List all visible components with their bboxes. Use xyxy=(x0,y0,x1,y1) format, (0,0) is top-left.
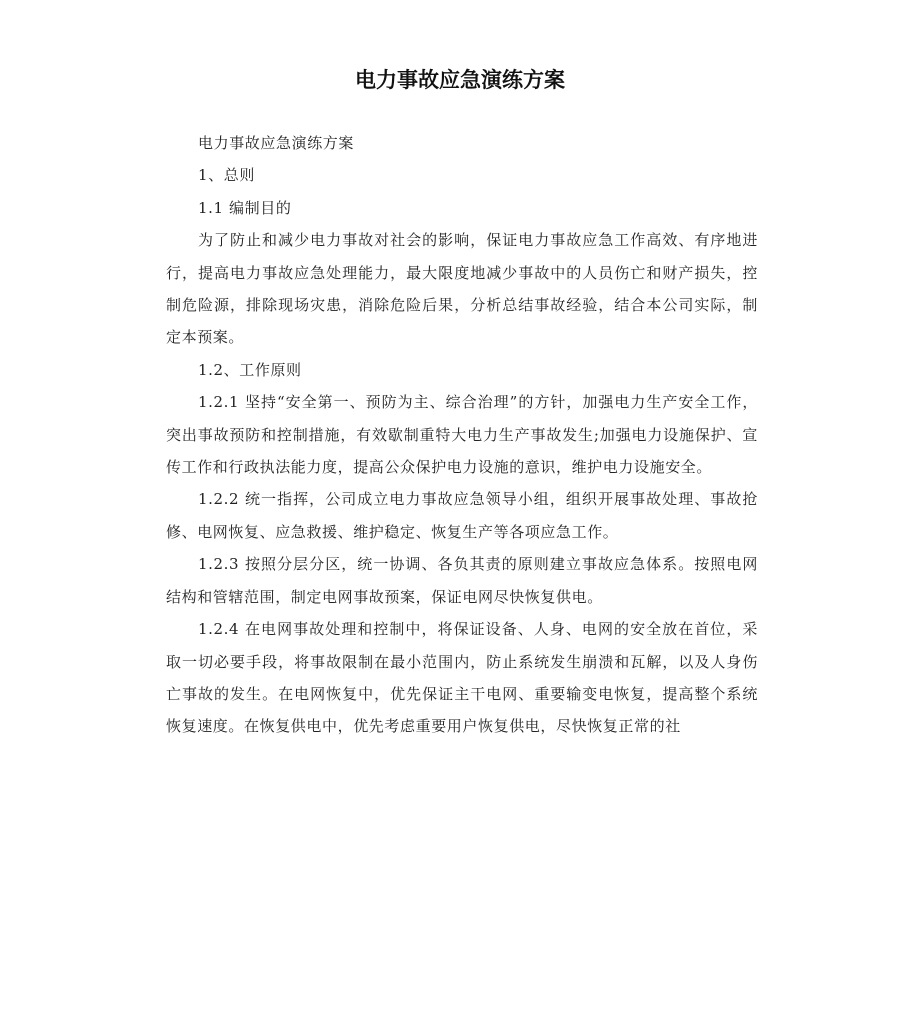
paragraph-principle-1-2-4: 1.2.4 在电网事故处理和控制中，将保证设备、人身、电网的安全放在首位，采取一切必要手段，将事故限制在最小范围内，防止系统发生崩溃和瓦解，以及人身伤亡事故的发生。在电网恢复中，优先保证主干电网、重要输变电恢复，提高整个系统恢复速度。在恢复供电中，优先考虑重要用户恢复供电，尽快恢复正常的社 xyxy=(166,620,758,736)
subsection-heading-purpose: 1.1 编制目的 xyxy=(198,198,292,217)
paragraph-principle-1-2-2: 1.2.2 统一指挥，公司成立电力事故应急领导小组，组织开展事故处理、事故抢修、电网恢复、应急救援、维护稳定、恢复生产等各项应急工作。 xyxy=(166,490,758,541)
document-body xyxy=(166,127,758,743)
paragraph-purpose: 为了防止和减少电力事故对社会的影响，保证电力事故应急工作高效、有序地进行，提高电力事故应急处理能力，最大限度地减少事故中的人员伤亡和财产损失，控制危险源，排除现场灾患，消除危险后果，分析总结事故经验，结合本公司实际，制定本预案。 xyxy=(166,231,758,347)
subsection-heading-principles: 1.2、工作原则 xyxy=(198,360,302,379)
section-heading-general: 1、总则 xyxy=(198,166,255,185)
paragraph-principle-1-2-3: 1.2.3 按照分层分区，统一协调、各负其责的原则建立事故应急体系。按照电网结构和管辖范围，制定电网事故预案，保证电网尽快恢复供电。 xyxy=(166,555,758,606)
document-title: 电力事故应急演练方案 xyxy=(355,68,565,92)
paragraph-subtitle: 电力事故应急演练方案 xyxy=(198,134,355,152)
paragraph-principle-1-2-1: 1.2.1 坚持“安全第一、预防为主、综合治理”的方针，加强电力生产安全工作，突出事故预防和控制措施，有效歇制重特大电力生产事故发生;加强电力设施保护、宣传工作和行政执法能力度，提高公众保护电力设施的意识，维护电力设施安全。 xyxy=(166,393,758,477)
